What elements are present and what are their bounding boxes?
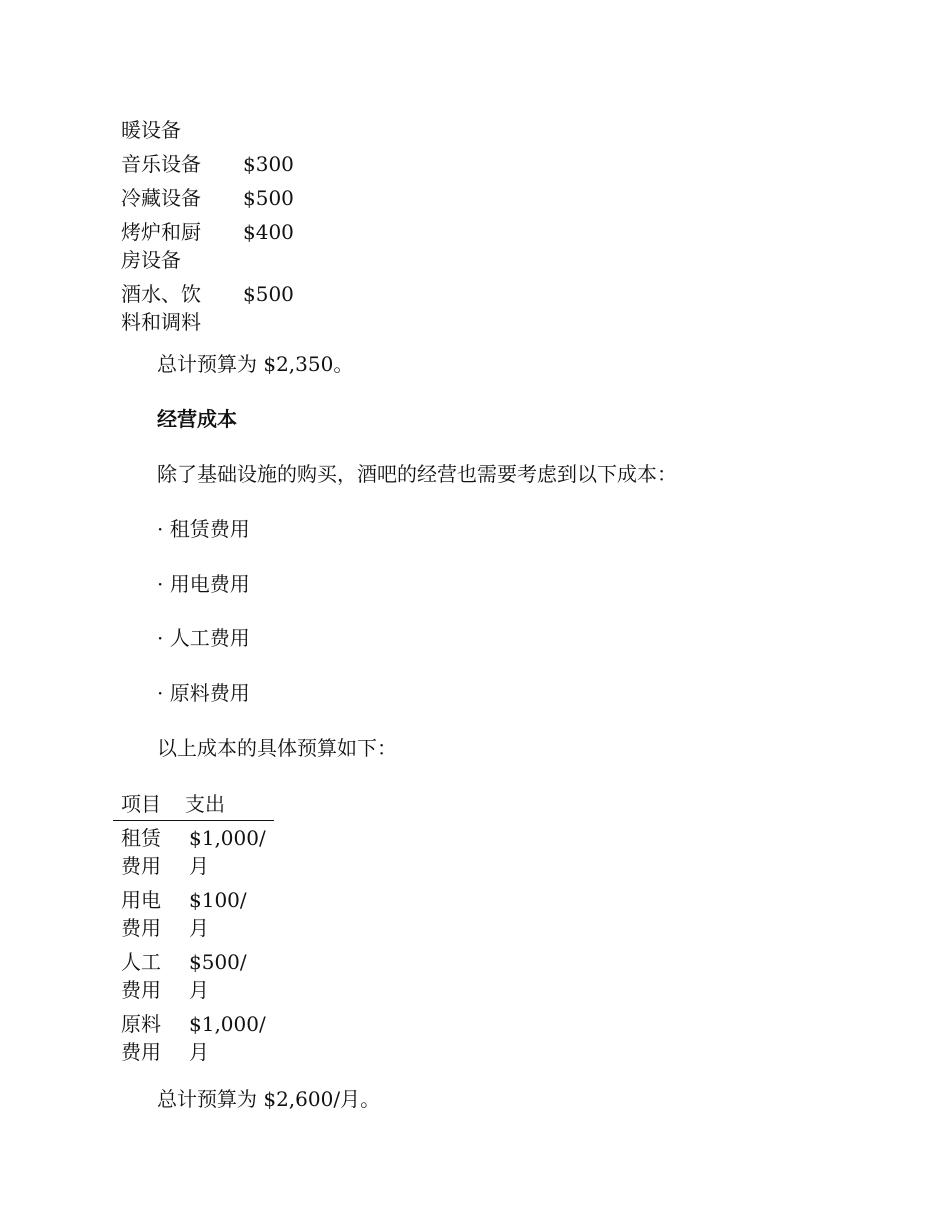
- item-cell: 用电费用: [121, 888, 161, 940]
- cost-cell: $500: [243, 186, 294, 210]
- section-heading: 经营成本: [157, 407, 237, 431]
- item-cell: 酒水、饮料和调料: [121, 282, 201, 334]
- cost-cell: $500: [243, 282, 294, 306]
- table-row: [113, 147, 302, 181]
- item-cell: 人工费用: [121, 950, 161, 1002]
- table-row: [113, 215, 302, 277]
- header-item: 项目: [121, 792, 161, 816]
- table-row: [113, 113, 302, 147]
- table-row: [113, 821, 274, 884]
- table-row: [113, 945, 274, 1007]
- operating-cost-table: [113, 790, 274, 1069]
- cost-cell: $500/月: [189, 950, 247, 1002]
- bullet-item: · 原料费用: [157, 681, 250, 705]
- table-row: [113, 883, 274, 945]
- intro-paragraph: 除了基础设施的购买，酒吧的经营也需要考虑到以下成本：: [157, 462, 677, 486]
- cost-cell: $100/月: [189, 888, 247, 940]
- table-row: [113, 277, 302, 339]
- operating-total: 总计预算为 $2,600/月。: [157, 1087, 381, 1111]
- cost-cell: $1,000/月: [189, 826, 266, 878]
- item-cell: 烤炉和厨房设备: [121, 220, 201, 272]
- cost-cell: $1,000/月: [189, 1012, 266, 1064]
- budget-intro: 以上成本的具体预算如下：: [157, 736, 397, 760]
- bullet-item: · 用电费用: [157, 572, 250, 596]
- item-cell: 音乐设备: [121, 152, 201, 176]
- table-row: [113, 181, 302, 215]
- item-cell: 暖设备: [121, 118, 181, 142]
- cost-cell: [221, 113, 302, 147]
- item-cell: 原料费用: [121, 1012, 161, 1064]
- bullet-item: · 租赁费用: [157, 517, 250, 541]
- bullet-item: · 人工费用: [157, 626, 250, 650]
- item-cell: 租赁费用: [121, 826, 161, 878]
- table-header-row: [113, 790, 274, 821]
- header-cost: 支出: [185, 792, 225, 816]
- equipment-budget-table: [113, 113, 302, 339]
- item-cell: 冷藏设备: [121, 186, 201, 210]
- equipment-total: 总计预算为 $2,350。: [157, 352, 354, 376]
- cost-cell: $300: [243, 152, 294, 176]
- table-row: [113, 1007, 274, 1069]
- cost-cell: $400: [243, 220, 294, 244]
